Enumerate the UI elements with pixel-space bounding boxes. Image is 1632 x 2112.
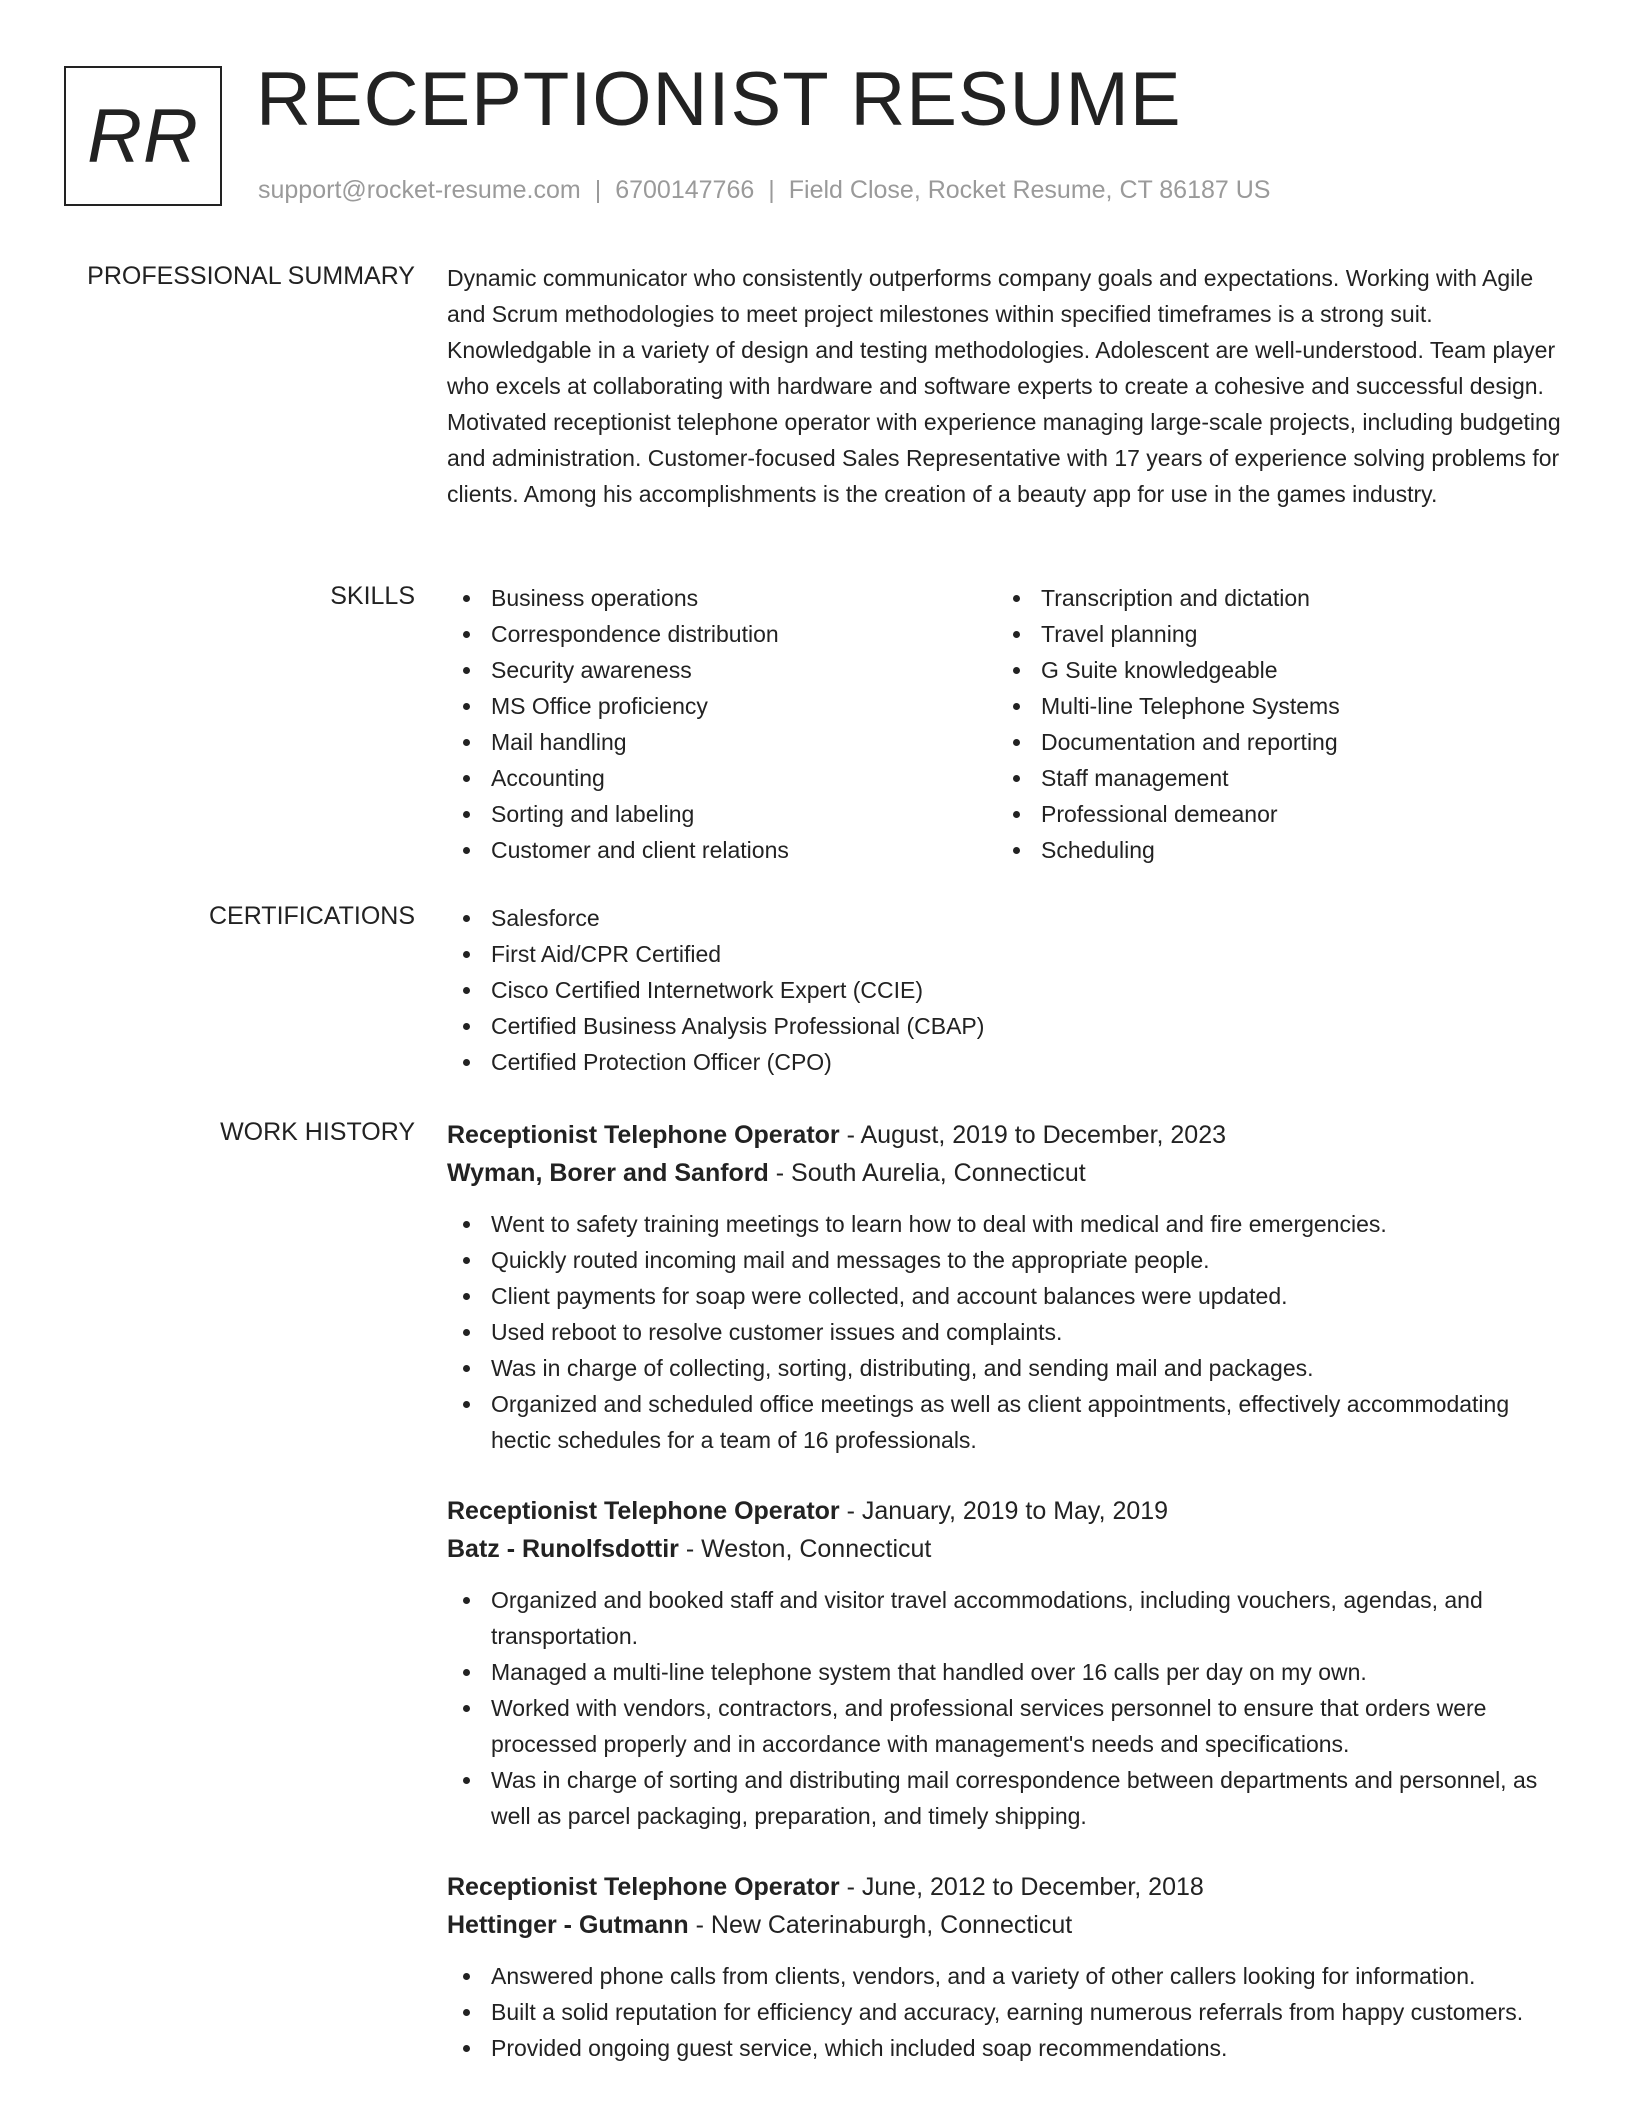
job-bullet: Built a solid reputation for efficiency and accuracy, earning numerous referrals from happy customers.: [447, 1994, 1567, 2030]
job-dates: - August, 2019 to December, 2023: [839, 1121, 1227, 1149]
skill-item: Sorting and labeling: [447, 796, 997, 832]
job-bullet: Organized and booked staff and visitor travel accommodations, including vouchers, agendas, and transportation.: [447, 1582, 1567, 1654]
skill-item: Business operations: [447, 580, 997, 616]
job-company-line: [447, 1154, 1567, 1192]
contact-address: Field Close, Rocket Resume, CT 86187 US: [788, 176, 1271, 204]
job-location: - South Aurelia, Connecticut: [768, 1159, 1086, 1187]
job-title-line: [447, 1868, 1567, 1906]
contact-separator: |: [768, 176, 775, 204]
skill-item: MS Office proficiency: [447, 688, 997, 724]
job-bullet: Managed a multi-line telephone system that handled over 16 calls per day on my own.: [447, 1654, 1567, 1690]
skill-item: Multi-line Telephone Systems: [997, 688, 1547, 724]
skill-item: G Suite knowledgeable: [997, 652, 1547, 688]
section-label-skills: SKILLS: [330, 582, 415, 610]
resume-title: RECEPTIONIST RESUME: [256, 57, 1182, 142]
skill-item: Accounting: [447, 760, 997, 796]
skill-item: Professional demeanor: [997, 796, 1547, 832]
skill-item: Staff management: [997, 760, 1547, 796]
job-entry: [447, 1116, 1567, 1458]
contact-separator: |: [594, 176, 602, 204]
job-title: Receptionist Telephone Operator: [447, 1121, 840, 1149]
skill-item: Scheduling: [997, 832, 1547, 868]
job-title: Receptionist Telephone Operator: [447, 1873, 840, 1901]
skill-item: Correspondence distribution: [447, 616, 997, 652]
job-title-line: [447, 1116, 1567, 1154]
section-label-certifications: CERTIFICATIONS: [208, 902, 415, 930]
job-company: Wyman, Borer and Sanford: [447, 1159, 769, 1187]
job-bullet: Quickly routed incoming mail and messages to the appropriate people.: [447, 1242, 1567, 1278]
job-dates: - June, 2012 to December, 2018: [839, 1873, 1204, 1901]
certification-item: Certified Business Analysis Professional (CBAP): [447, 1008, 1567, 1044]
skill-item: Travel planning: [997, 616, 1547, 652]
job-bullet: Used reboot to resolve customer issues and complaints.: [447, 1314, 1567, 1350]
job-company-line: [447, 1906, 1567, 1944]
job-bullet: Was in charge of sorting and distributing mail correspondence between departments and personnel, as well as parcel packaging, preparation, and timely shipping.: [447, 1762, 1567, 1834]
job-bullets: [447, 1206, 1567, 1458]
skill-item: Documentation and reporting: [997, 724, 1547, 760]
job-title: Receptionist Telephone Operator: [447, 1497, 840, 1525]
job-bullet: Answered phone calls from clients, vendors, and a variety of other callers looking for information.: [447, 1958, 1567, 1994]
skill-item: Customer and client relations: [447, 832, 997, 868]
job-location: - Weston, Connecticut: [678, 1535, 932, 1563]
job-company: Hettinger - Gutmann: [447, 1911, 689, 1939]
skill-item: Transcription and dictation: [997, 580, 1547, 616]
certification-item: Salesforce: [447, 900, 1567, 936]
job-bullet: Provided ongoing guest service, which included soap recommendations.: [447, 2030, 1567, 2066]
contact-line: [258, 176, 1270, 205]
skill-item: Security awareness: [447, 652, 997, 688]
job-location: - New Caterinaburgh, Connecticut: [688, 1911, 1073, 1939]
job-bullets: [447, 1958, 1567, 2066]
certification-item: First Aid/CPR Certified: [447, 936, 1567, 972]
skills-list-left: [447, 580, 997, 868]
skill-item: Mail handling: [447, 724, 997, 760]
job-entry: [447, 1868, 1567, 2066]
section-label-work-history: WORK HISTORY: [220, 1118, 415, 1146]
job-bullet: Organized and scheduled office meetings as well as client appointments, effectively accommodating hectic schedules for a team of 16 professionals.: [447, 1386, 1567, 1458]
monogram-box: [64, 66, 222, 206]
certification-item: Cisco Certified Internetwork Expert (CCIE): [447, 972, 1567, 1008]
job-company: Batz - Runolfsdottir: [447, 1535, 679, 1563]
certifications-list: [447, 900, 1567, 1080]
job-company-line: [447, 1530, 1567, 1568]
job-entry: [447, 1492, 1567, 1834]
job-bullet: Worked with vendors, contractors, and professional services personnel to ensure that orders were processed properly and in accordance with management's needs and specifications.: [447, 1690, 1567, 1762]
contact-email: support@rocket-resume.com: [258, 176, 581, 204]
certification-item: Certified Protection Officer (CPO): [447, 1044, 1567, 1080]
job-bullet: Went to safety training meetings to learn how to deal with medical and fire emergencies.: [447, 1206, 1567, 1242]
job-bullet: Was in charge of collecting, sorting, distributing, and sending mail and packages.: [447, 1350, 1567, 1386]
job-bullets: [447, 1582, 1567, 1834]
monogram-initials: RR: [87, 93, 199, 179]
job-bullet: Client payments for soap were collected, and account balances were updated.: [447, 1278, 1567, 1314]
section-label-summary: PROFESSIONAL SUMMARY: [87, 262, 415, 290]
skills-list-right: [997, 580, 1547, 868]
contact-phone: 6700147766: [615, 176, 755, 204]
job-title-line: [447, 1492, 1567, 1530]
job-dates: - January, 2019 to May, 2019: [839, 1497, 1169, 1525]
summary-text: Dynamic communicator who consistently outperforms company goals and expectations. Working with Agile and Scrum methodologies to meet project milestones within specified timeframes is a strong suit. Knowledgable in a variety of design and testing methodologies. Adolescent are well-understood. Team player who excels at collaborating with hardware and software experts to create a cohesive and successful design. Motivated receptionist telephone operator with experience managing large-scale projects, including budgeting and administration. Customer-focused Sales Representative with 17 years of experience solving problems for clients. Among his accomplishments is the creation of a beauty app for use in the games industry.: [447, 265, 1561, 507]
